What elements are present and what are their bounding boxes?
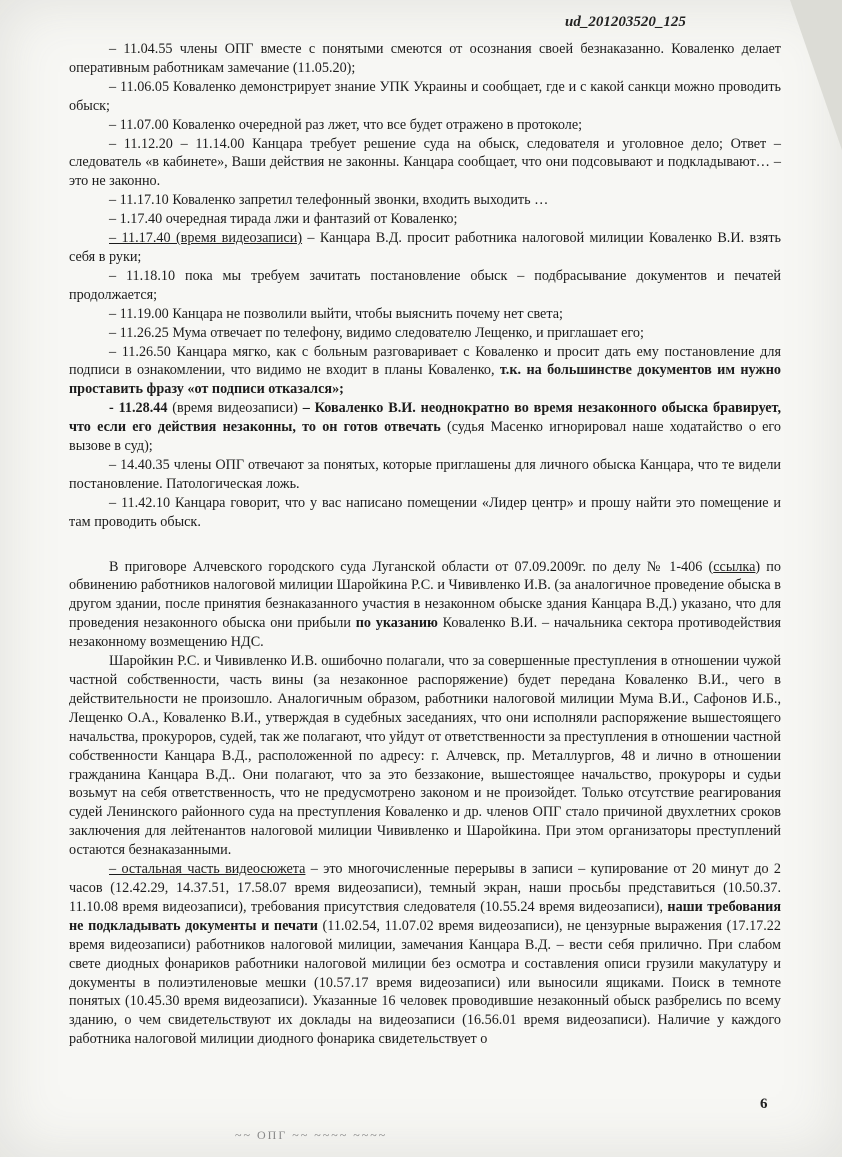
paragraph: – 11.18.10 пока мы требуем зачитать постановление обыск – подбрасывание документов и печатей продолжается;	[69, 267, 781, 303]
paragraph: – остальная часть видеосюжета – это многочисленные перерывы в записи – купирование от 20 минут до 2 часов (12.42.29, 14.37.51, 17.58.07 время видеозаписи), темный экран, наши просьбы представиться (10.50.37. 11.10.08 время видеозаписи), требования присутствия следователя (10.55.24 время видеозаписи), наши требования не подкладывать документы и печати (11.02.54, 11.07.02 время видеозаписи), не цензурные выражения (17.17.22 время видеозаписи) работников налоговой милиции, замечания Канцара В.Д. – вести себя прилично. При слабом свете диодных фонариков работники налоговой милиции без осмотра и составления описи грузили макулатуру и документы в полиэтиленовые мешки (10.57.17 время видеозаписи) или выносили ящиками. Поиск в темноте понятых (10.45.30 время видеозаписи). Указанные 16 человек проводившие незаконный обыск разбрелись по всему зданию, о чем свидетельствуют их доклады на видеозаписи (16.56.01 время видеозаписи). Наличие у каждого работника налоговой милиции диодного фонарика свидетельствует о	[69, 861, 781, 1048]
underlined-timestamp: – 11.17.40 (время видеозаписи)	[109, 230, 303, 247]
underlined-phrase: – остальная часть видеосюжета	[109, 861, 306, 878]
paragraph: – 11.06.05 Коваленко демонстрирует знание УПК Украины и сообщает, где и с какой санкци можно проводить обыск;	[69, 78, 781, 114]
paragraph: В приговоре Алчевского городского суда Луганской области от 07.09.2009г. по делу № 1-406 (ссылка) по обвинению работников налоговой милиции Шаройкина Р.С. и Чививленко И.В. (за аналогичное проведение обыска в другом здании, после принятия безнаказанного участия в незаконном обыске здания Канцара В.Д.) указано, что для проведения незаконного обыска они прибыли по указанию Коваленко В.И. – начальника сектора противодействия незаконному возмещению НДС.	[69, 558, 781, 651]
bold-phrase: – Коваленко В.И. неоднократно во время незаконного обыска бравирует, что если его действия незаконны, то он готов отвечать	[69, 400, 781, 436]
folded-corner	[790, 0, 842, 150]
bold-phrase: по указанию	[355, 615, 438, 632]
paragraph: – 14.40.35 члены ОПГ отвечают за понятых, которые приглашены для личного обыска Канцара, что те видели постановление. Патологическая ложь.	[69, 456, 781, 492]
paragraph: - 11.28.44 (время видеозаписи) – Коваленко В.И. неоднократно во время незаконного обыска бравирует, что если его действия незаконны, то он готов отвечать (судья Масенко игнорировал наше ходатайство о его вызове в суд);	[69, 400, 781, 455]
paragraph: – 11.17.40 (время видеозаписи) – Канцара В.Д. просит работника налоговой милиции Коваленко В.И. взять себя в руки;	[69, 230, 781, 265]
paragraph: – 11.17.10 Коваленко запретил телефонный звонки, входить выходить …	[109, 192, 549, 209]
link-text[interactable]: ссылка	[713, 558, 756, 575]
document-body	[69, 40, 781, 1049]
paragraph: – 11.26.25 Мума отвечает по телефону, видимо следователю Лещенко, и приглашает его;	[109, 324, 644, 341]
paragraph: – 1.17.40 очередная тирада лжи и фантазий от Коваленко;	[109, 211, 458, 228]
paragraph: – 11.04.55 члены ОПГ вместе с понятыми смеются от осознания своей безнаказанно. Коваленко делает оперативным работникам замечание (11.05.20);	[69, 41, 781, 76]
paragraph: Шаройкин Р.С. и Чививленко И.В. ошибочно полагали, что за совершенные преступления в отношении чужой частной собственности, часть вины (за незаконное распоряжение) будет передана Коваленко В.И., чего в действительности не произошло. Аналогичным образом, работники налоговой милиции Мума В.И., Сафонов И.Б., Лещенко О.А., Коваленко В.И., утверждая в судебных заседаниях, что они исполняли распоряжение вышестоящего начальства, прокуроров, судей, так же полагают, что уйдут от ответственности за преступления в отношении частной собственности Канцара В.Д., расположенной по адресу: г. Алчевск, пр. Металлургов, 48 и лично в отношении гражданина Канцара В.Д.. Они полагают, что за это беззаконие, вышестоящее начальство, прокуроры и судьи возьмут на себя ответственность, что не предусмотрено законом и не произойдет. Только отсутствие реагирования судей Ленинского районного суда на преступления Коваленко и др. членов ОПГ стало причиной двухлетних сроков заключения для лейтенантов налоговой милиции Чививленко и Шаройкина. При этом организаторы преступлений остаются безнаказанными.	[69, 653, 781, 859]
document-id: ud_201203520_125	[565, 14, 686, 30]
bottom-handwritten-marks: ~~ ОПГ ~~ ~~~~ ~~~~	[235, 1128, 388, 1142]
paragraph: – 11.19.00 Канцара не позволили выйти, чтобы выяснить почему нет света;	[109, 305, 563, 322]
paragraph: – 11.26.50 Канцара мягко, как с больным разговаривает с Коваленко и просит дать ему постановление для подписи в ознакомлении, что видимо не входит в планы Коваленко, т.к. на большинстве документов им нужно проставить фразу «от подписи отказался»;	[69, 343, 781, 398]
paragraph: – 11.42.10 Канцара говорит, что у вас написано помещении «Лидер центр» и прошу найти это помещение и там проводить обыск.	[69, 494, 781, 530]
paragraph: – 11.12.20 – 11.14.00 Канцара требует решение суда на обыск, следователя и уголовное дело; Ответ – следователь «в кабинете», Ваши действия не законны. Канцара сообщает, что они подсовывают и подкладывают… – это не законно.	[69, 135, 781, 190]
bold-phrase: т.к. на большинстве документов им нужно проставить фразу «от подписи отказался»;	[69, 362, 781, 398]
bold-phrase: наши требования не подкладывать документы и печати	[69, 898, 781, 934]
page-number: 6	[760, 1096, 768, 1112]
paragraph: – 11.07.00 Коваленко очередной раз лжет, что все будет отражено в протоколе;	[109, 116, 583, 133]
spacer	[69, 532, 781, 558]
